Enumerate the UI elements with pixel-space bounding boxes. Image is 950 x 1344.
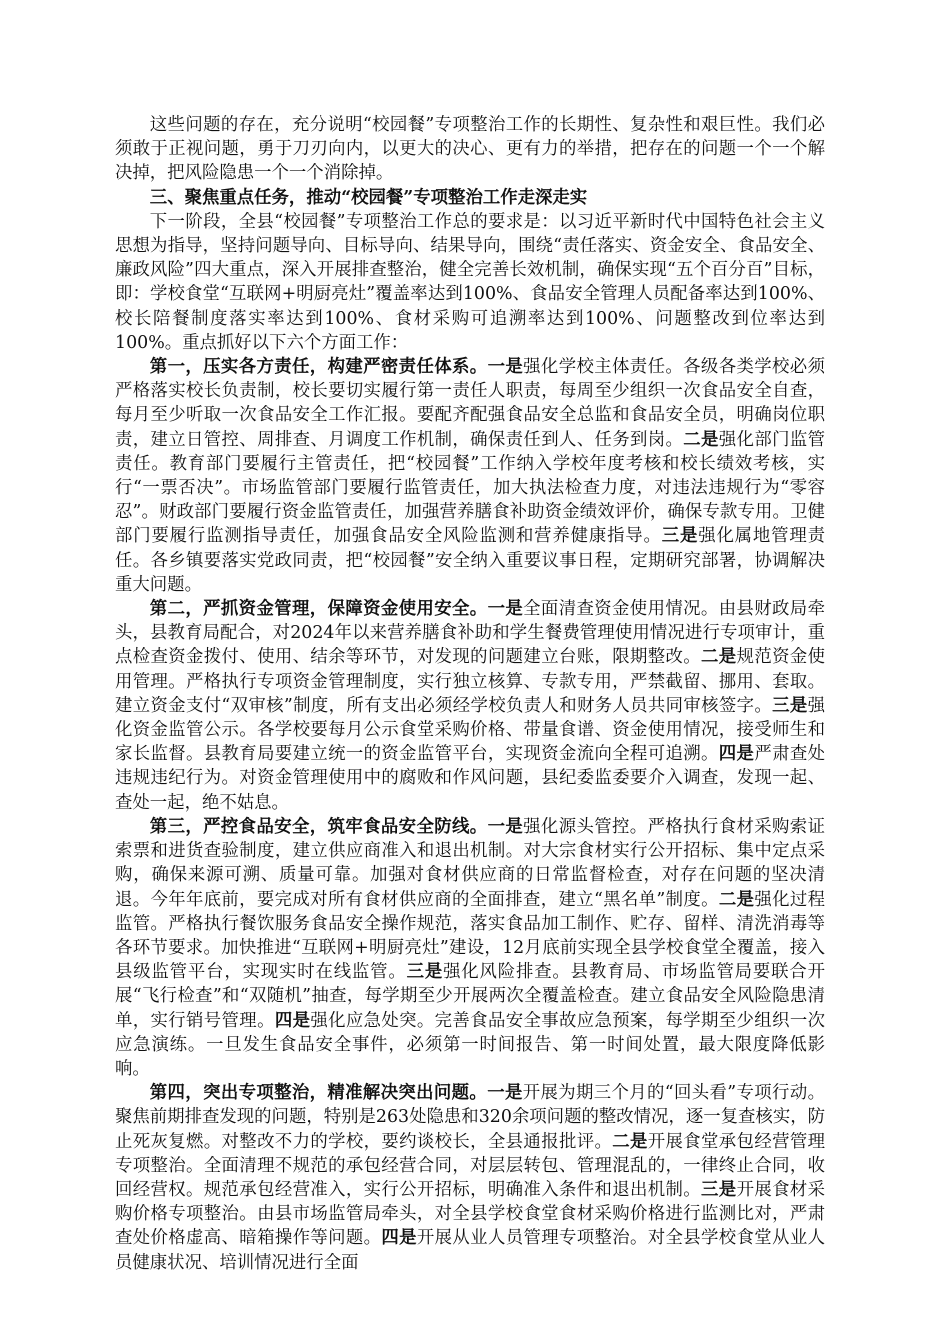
task-1-point-1-marker: 一是 <box>487 357 524 378</box>
task-4-point-2-text: 开展食堂承包经营管理专项整治。全面清理不规范的承包经营合同，对层层转包、管理混乱的，一律终止合同，收回经营权。规范承包经营准入，实行公开招标，明确准入条件和退出机制。 <box>115 1131 825 1200</box>
task-3-point-4-marker: 四是 <box>274 1010 311 1031</box>
paragraph-task-4 <box>115 1081 825 1275</box>
task-3-point-3-marker: 三是 <box>406 962 444 983</box>
section-heading-3: 三、聚焦重点任务，推动“校园餐”专项整治工作走深走实 <box>149 187 588 208</box>
task-1-lead: 第一，压实各方责任，构建严密责任体系。 <box>149 357 488 378</box>
document-page <box>115 113 825 1275</box>
paragraph-task-1 <box>115 355 825 597</box>
task-3-lead: 第三，严控食品安全，筑牢食品安全防线。 <box>149 816 488 837</box>
task-3-point-2-marker: 二是 <box>718 889 755 910</box>
task-4-point-1-marker: 一是 <box>487 1083 523 1104</box>
task-4-lead: 第四，突出专项整治，精准解决突出问题。 <box>149 1083 488 1104</box>
task-2-point-4-text: 严肃查处违规违纪行为。对资金管理使用中的腐败和作风问题，县纪委监委要介入调查，发现一起、查处一起，绝不姑息。 <box>115 744 825 813</box>
task-1-point-3-text: 强化属地管理责任。各乡镇要落实党政同责，把“校园餐”安全纳入重要议事日程，定期研究部署，协调解决重大问题。 <box>115 526 825 595</box>
task-3-point-1-marker: 一是 <box>487 816 524 837</box>
task-2-lead: 第二，严抓资金管理，保障资金使用安全。 <box>149 599 488 620</box>
task-4-point-2-marker: 二是 <box>612 1131 648 1152</box>
task-4-point-1-text: 开展为期三个月的“回头看”专项行动。聚焦前期排查发现的问题，特别是263处隐患和320余项问题的整改情况，逐一复查核实，防止死灰复燃。对整改不力的学校，要约谈校长，全县通报批评。 <box>115 1083 825 1152</box>
task-4-point-4-marker: 四是 <box>381 1228 417 1249</box>
task-3-point-4-text: 强化应急处突。完善食品安全事故应急预案，每学期至少组织一次应急演练。一旦发生食品安全事件，必须第一时间报告、第一时间处置，最大限度降低影响。 <box>115 1010 825 1079</box>
task-2-point-2-marker: 二是 <box>701 647 737 668</box>
task-1-point-2-marker: 二是 <box>683 429 719 450</box>
paragraph-task-3 <box>115 815 825 1081</box>
task-1-point-2-text: 强化部门监管责任。教育部门要履行主管责任，把“校园餐”工作纳入学校年度考核和校长绩效考核，实行“一票否决”。市场监管部门要履行监管责任，加大执法检查力度，对违法违规行为“零容忍”。财政部门要履行资金监管责任，加强营养膳食补助资金绩效评价，确保专款专用。卫健部门要履行监测指导责任，加强食品安全风险监测和营养健康指导。 <box>115 429 825 547</box>
task-2-point-3-text: 强化资金监管公示。各学校要每月公示食堂采购价格、带量食谱、资金使用情况，接受师生和家长监督。县教育局要建立统一的资金监管平台，实现资金流向全程可追溯。 <box>115 695 825 765</box>
task-1-point-3-marker: 三是 <box>661 526 699 547</box>
task-2-point-2-text: 规范资金使用管理。严格执行专项资金管理制度，实行独立核算、专款专用，严禁截留、挪用、套取。建立资金支付“双审核”制度，所有支出必须经学校负责人和财务人员共同审核签字。 <box>115 647 825 716</box>
paragraph-general-requirements: 下一阶段，全县“校园餐”专项整治工作总的要求是：以习近平新时代中国特色社会主义思想为指导，坚持问题导向、目标导向、结果导向，围绕“责任落实、资金安全、食品安全、廉政风险”四大重点，深入开展排查整治，健全完善长效机制，确保实现“五个百分百”目标，即：学校食堂“互联网+明厨亮灶”覆盖率达到100%、食品安全管理人员配备率达到100%、校长陪餐制度落实率达到100%、食材采购可追溯率达到100%、问题整改到位率达到100%。重点抓好以下六个方面工作： <box>115 211 825 353</box>
task-4-point-3-marker: 三是 <box>701 1179 737 1200</box>
task-2-point-3-marker: 三是 <box>772 695 808 716</box>
task-4-point-3-text: 开展食材采购价格专项整治。由县市场监管局牵头，对全县学校食堂食材采购价格进行监测比对，严肃查处价格虚高、暗箱操作等问题。 <box>115 1179 825 1249</box>
paragraph-problems-summary: 这些问题的存在，充分说明“校园餐”专项整治工作的长期性、复杂性和艰巨性。我们必须敢于正视问题，勇于刀刃向内，以更大的决心、更有力的举措，把存在的问题一个一个解决掉，把风险隐患一个一个消除掉。 <box>115 115 825 184</box>
task-2-point-4-marker: 四是 <box>718 744 755 765</box>
paragraph-task-2 <box>115 597 825 815</box>
task-1-point-1-text: 强化学校主体责任。各级各类学校必须严格落实校长负责制，校长要切实履行第一责任人职责，每周至少组织一次食品安全自查，每月至少听取一次食品安全工作汇报。要配齐配强食品安全总监和食品安全员，明确岗位职责，建立日管控、周排查、月调度工作机制，确保责任到人、任务到岗。 <box>115 357 825 450</box>
task-2-point-1-text: 全面清查资金使用情况。由县财政局牵头，县教育局配合，对2024年以来营养膳食补助和学生餐费管理使用情况进行专项审计，重点检查资金拨付、使用、结余等环节，对发现的问题建立台账，限期整改。 <box>115 599 825 668</box>
task-3-point-3-text: 强化风险排查。县教育局、市场监管局要联合开展“飞行检查”和“双随机”抽查，每学期至少开展两次全覆盖检查。建立食品安全风险隐患清单，实行销号管理。 <box>115 962 825 1031</box>
task-4-point-4-text: 开展从业人员管理专项整治。对全县学校食堂从业人员健康状况、培训情况进行全面 <box>115 1228 825 1273</box>
task-3-point-2-text: 强化过程监管。严格执行餐饮服务食品安全操作规范，落实食品加工制作、贮存、留样、清洗消毒等各环节要求。加快推进“互联网+明厨亮灶”建设，12月底前实现全县学校食堂全覆盖，接入县级监管平台，实现实时在线监管。 <box>115 889 825 983</box>
task-2-point-1-marker: 一是 <box>487 599 524 620</box>
task-3-point-1-text: 强化源头管控。严格执行食材采购索证索票和进货查验制度，建立供应商准入和退出机制。对大宗食材实行公开招标、集中定点采购，确保来源可溯、质量可靠。加强对食材供应商的日常监督检查，对存在问题的坚决清退。今年年底前，要完成对所有食材供应商的全面排查，建立“黑名单”制度。 <box>115 816 825 910</box>
